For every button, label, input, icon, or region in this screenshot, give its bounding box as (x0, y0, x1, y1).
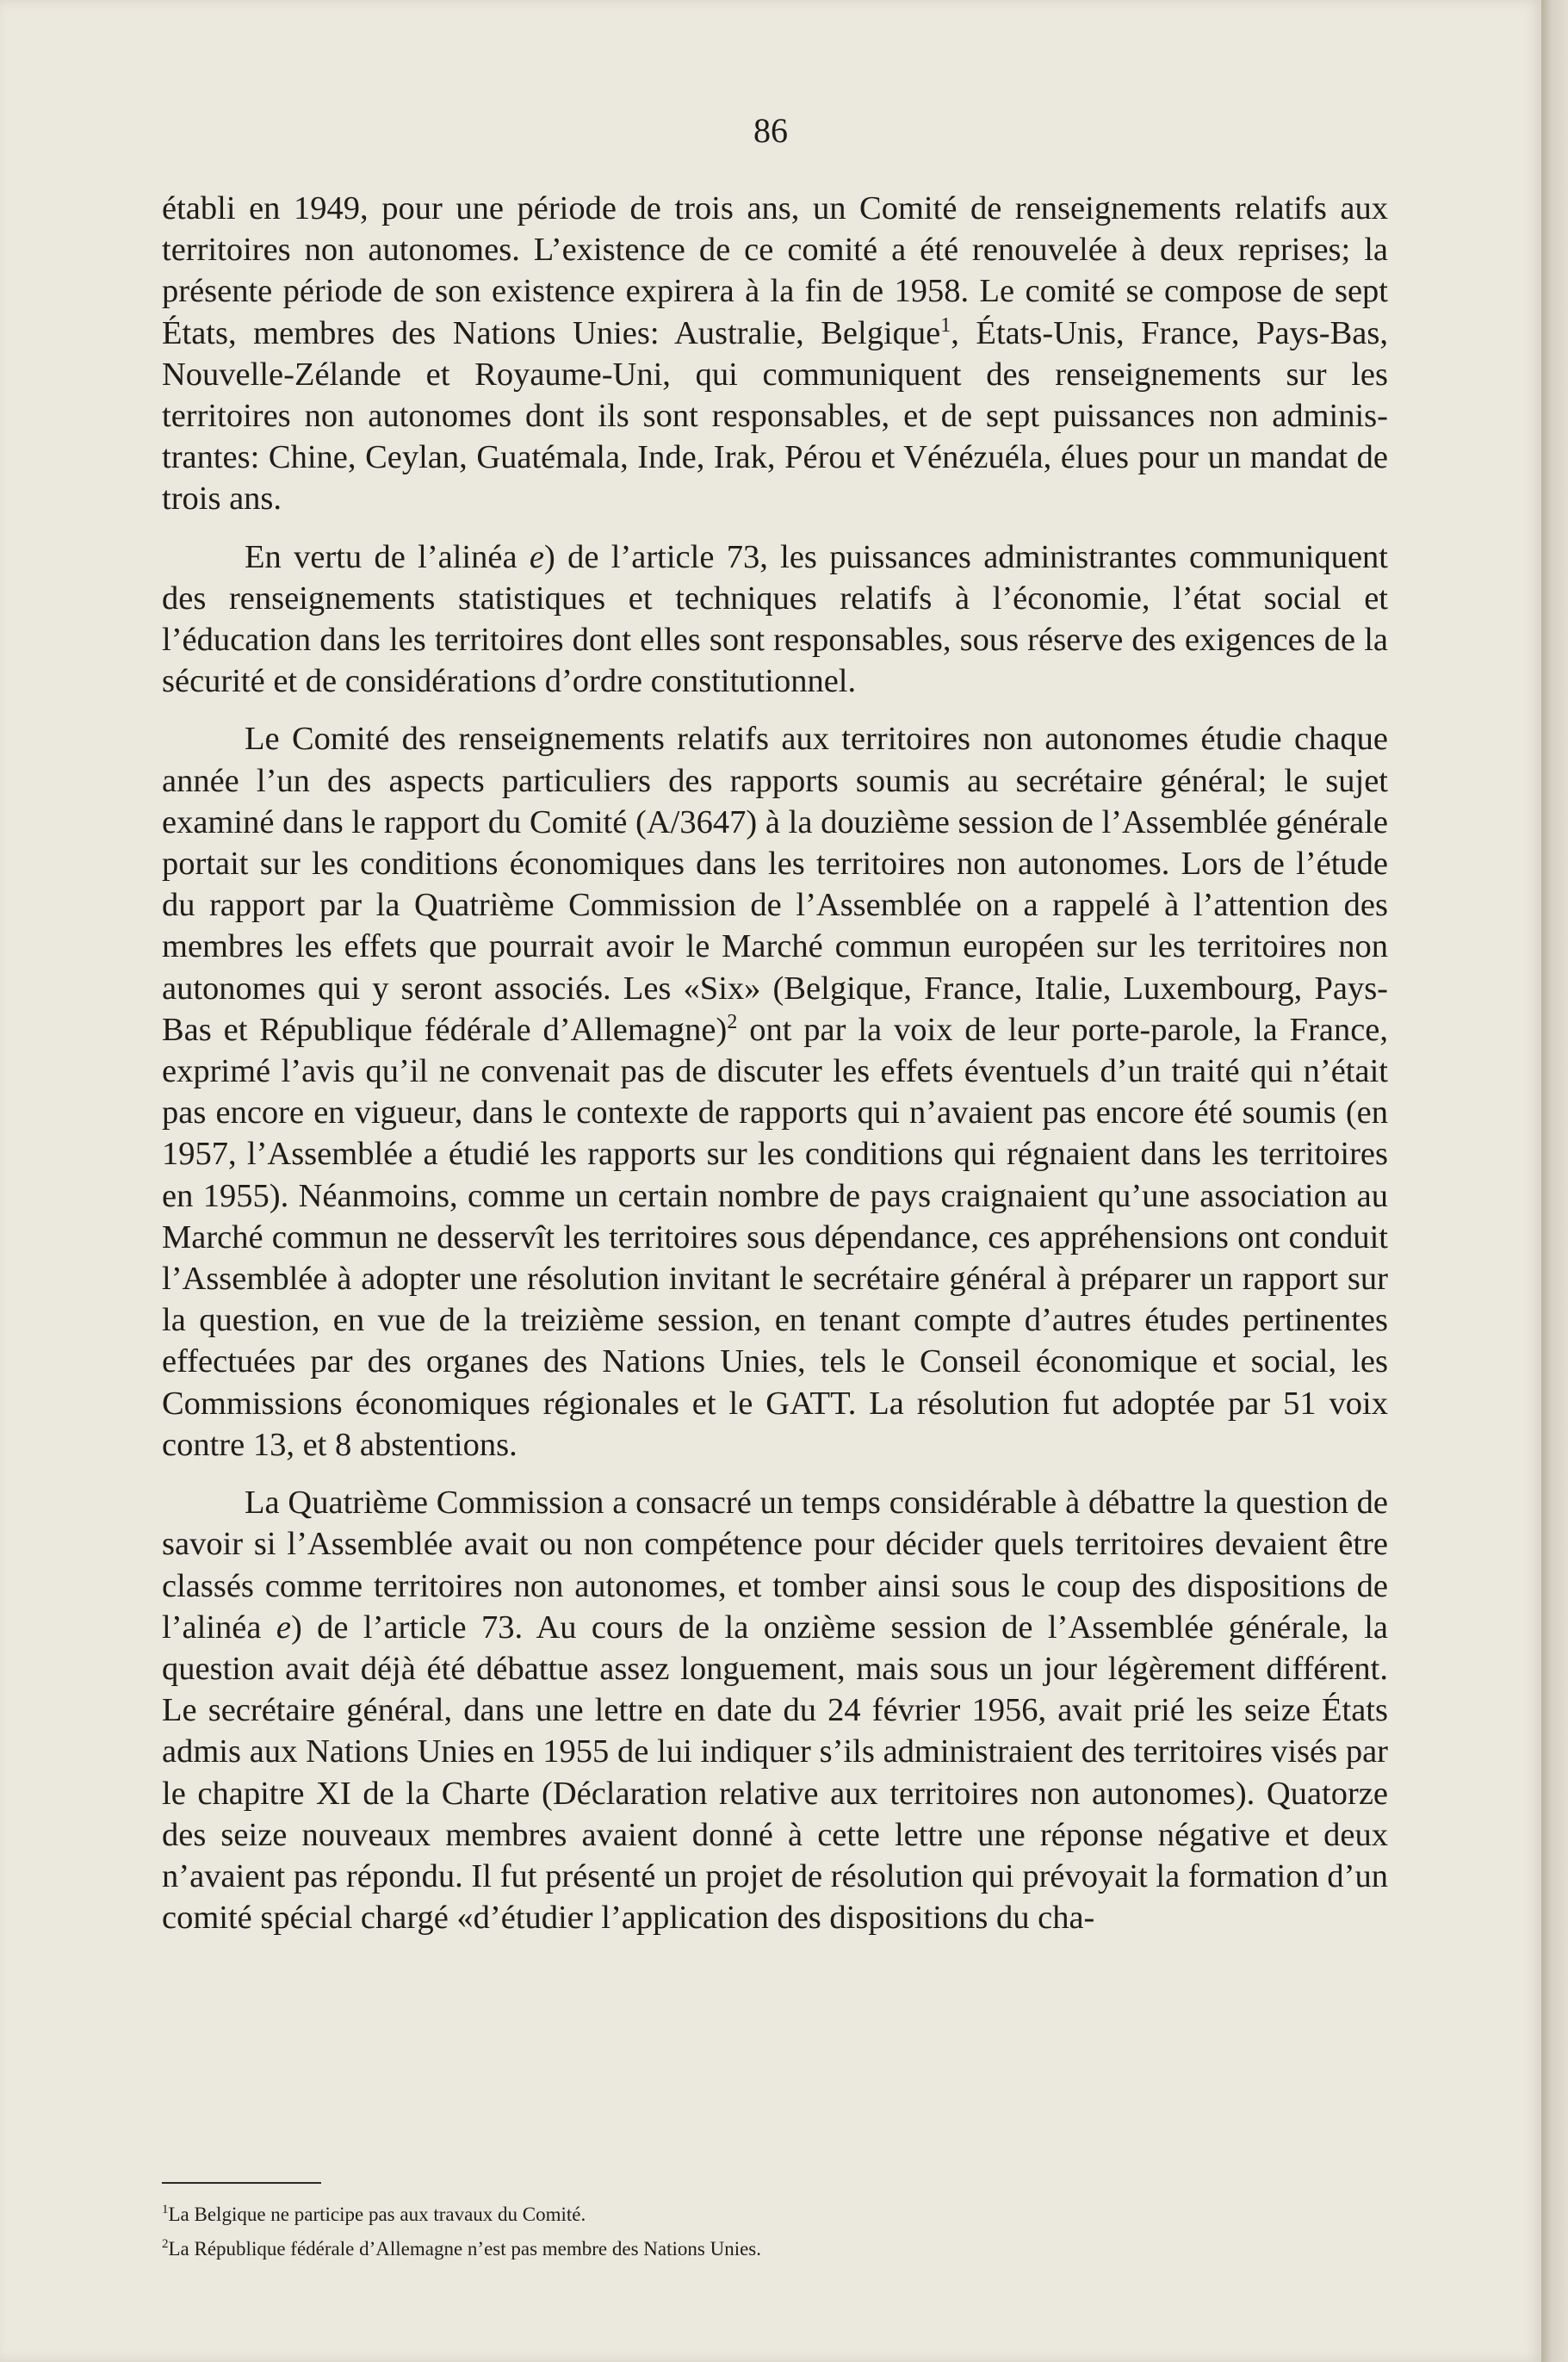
paragraph (162, 536, 1388, 703)
footnote-text: La Belgique ne participe pas aux travaux du Comité. (168, 2204, 586, 2225)
footnote-mark: 1 (162, 2203, 169, 2216)
paragraph-text: , États-Unis, France, Pays-Bas, Nouvelle-Zélande et Royaume-Uni, qui communiquent des renseignements sur les territoires non autonomes dont ils sont responsables, et de sept puissances non administrantes: Chine, Ceylan, Guatémala, Inde, Irak, Pérou et Vénézuéla, élues pour un mandat de trois ans. (162, 314, 1388, 518)
footnote-reference: 1 (940, 313, 951, 337)
binding-edge (1541, 0, 1568, 2362)
paragraph-text: ont par la voix de leur porte-parole, la France, exprimé l’avis qu’il ne convenait pas de discuter les effets éventuels d’un traité qui n’était pas encore en vigueur, dans le contexte de rapports qui n’avaient pas encore été soumis (en 1957, l’Assemblée a étudié les rapports sur les conditions qui régnaient dans les territoires en 1955). Néanmoins, comme un certain nombre de pays craignaient qu’une association au Marché commun ne desservît les territoires sous dépendance, ces appréhensions ont conduit l’Assemblée à adopter une résolution invitant le secrétaire général à préparer un rapport sur la question, en vue de la treizième session, en tenant compte d’autres études pertinentes effectuées par des organes des Nations Unies, tels le Conseil économique et social, les Commissions économiques régionales et le GATT. La résolution fut adoptée par 51 voix contre 13, et 8 abstentions. (162, 1011, 1388, 1463)
footnote-divider (162, 2182, 321, 2184)
paragraph (162, 188, 1388, 520)
paragraph-text: La Quatrième Commission a consacré un temps considérable à débattre la question de savoir si l’Assemblée avait ou non compétence pour décider quels territoires devaient être classés comme territoires non autonomes, et tomber ainsi sous le coup des dispositions de l’alinéa (162, 1485, 1388, 1646)
paragraph-text: En vertu de l’alinéa (245, 538, 530, 575)
paragraph-text: établi en 1949, pour une période de trois ans, un Comité de renseignements relatifs aux territoires non autonomes. L’existence de ce comité a été renouvelée à deux reprises; la présente période de son existence expirera à la fin de 1958. Le comité se compose de sept États, membres des Nations Unies: Australie, Belgique (162, 190, 1388, 351)
paragraph-text: ) de l’article 73. Au cours de la onzième session de l’Assemblée générale, la question avait déjà été débattue assez longuement, mais sous un jour légèrement différent. Le secrétaire général, dans une lettre en date du 24 février 1956, avait prié les seize États admis aux Nations Unies en 1955 de lui indiquer s’ils administraient des territoires visés par le chapitre XI de la Charte (Déclaration relative aux territoires non autonomes). Quatorze des seize nouveaux membres avaient donné à cette lettre une réponse négative et deux n’avaient pas répondu. Il fut présenté un projet de résolution qui prévoyait la formation d’un comité spécial chargé «d’étudier l’application des dispositions du cha- (162, 1609, 1388, 1937)
footnote-reference: 2 (727, 1010, 738, 1033)
italic-text: e (529, 538, 544, 575)
italic-text: e (276, 1609, 291, 1646)
page-number: 86 (753, 111, 788, 150)
footnote (162, 2198, 1388, 2232)
body-text (162, 188, 1388, 1955)
paragraph (162, 718, 1388, 1466)
paragraph-text: ) de l’article 73, les puissances administrantes communiquent des renseignements statistiques et techniques relatifs à l’économie, l’état social et l’éducation dans les territoires dont elles sont responsables, sous réserve des exigences de la sécurité et de considérations d’ordre constitutionnel. (162, 538, 1388, 700)
footnote-mark: 2 (162, 2237, 169, 2251)
footnote (162, 2232, 1388, 2266)
paragraph (162, 1482, 1388, 1938)
footnotes (162, 2198, 1388, 2266)
paragraph-text: Le Comité des renseignements relatifs aux territoires non autonomes étudie chaque année l’un des aspects particuliers des rapports soumis au secrétaire général; le sujet examiné dans le rapport du Comité (A/3647) à la douzième session de l’Assemblée générale portait sur les conditions économiques dans les territoires non autonomes. Lors de l’étude du rapport par la Quatrième Commission de l’Assemblée on a rappelé à l’attention des membres les effets que pourrait avoir le Marché commun européen sur les territoires non autonomes qui y seront associés. Les «Six» (Belgique, France, Italie, Luxembourg, Pays-Bas et République fédérale d’Allemagne) (162, 721, 1388, 1048)
footnote-text: La République fédérale d’Allemagne n’est pas membre des Nations Unies. (168, 2238, 761, 2260)
